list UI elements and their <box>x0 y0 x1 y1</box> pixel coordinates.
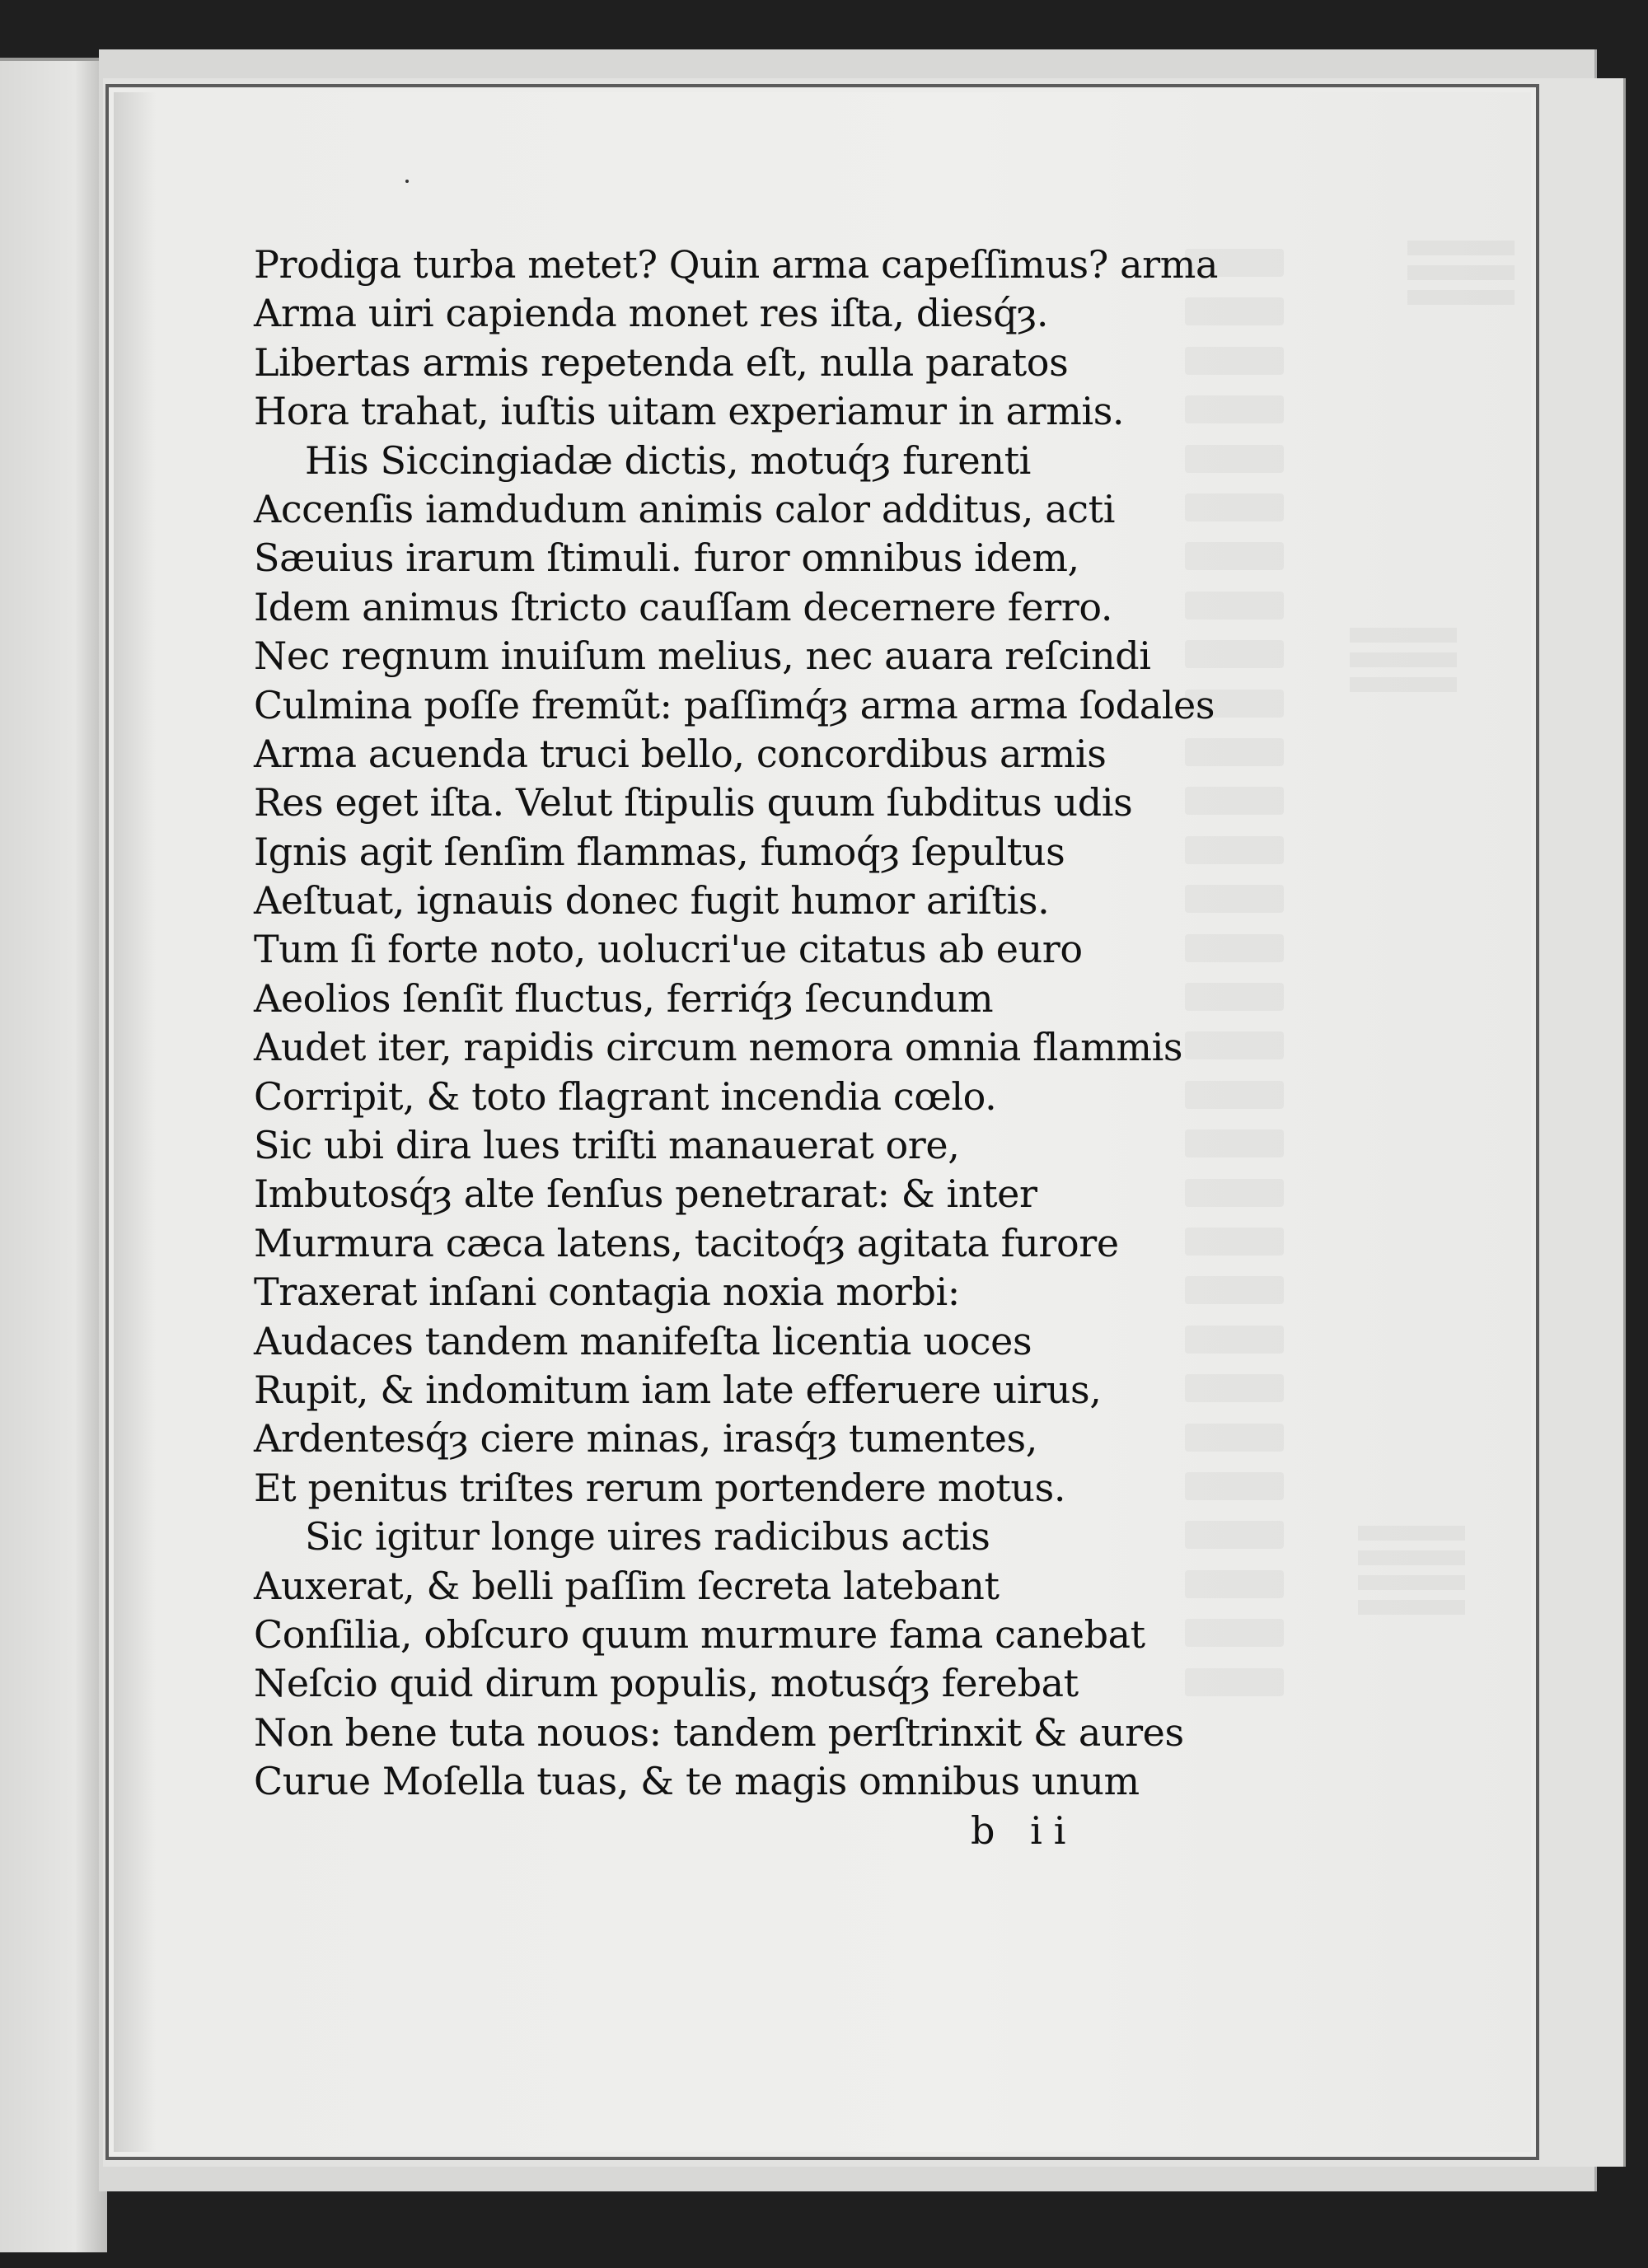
verse-line: Sic igitur longe uires radicibus actis <box>305 1514 990 1560</box>
verse-line: Res eget iſta. Velut ſtipulis quum ſubditus udis <box>254 780 1133 825</box>
verse-line: Non bene tuta nouos: tandem perſtrinxit & aures <box>254 1709 1184 1755</box>
verse-line: Neſcio quid dirum populis, motusq́ȝ ferebat <box>254 1661 1079 1706</box>
verse-line: Sæuius irarum ſtimuli. furor omnibus idem, <box>254 535 1079 581</box>
show-through-margin-line <box>1407 290 1515 305</box>
verse-line: Curue Moſella tuas, & te magis omnibus unum <box>254 1759 1140 1804</box>
verse-line: Aeolios ſenſit fluctus, ferriq́ȝ ſecundum <box>254 975 994 1021</box>
verse-line: Corripit, & toto flagrant incendia cœlo. <box>254 1073 997 1119</box>
verse-line: Arma acuenda truci bello, concordibus armis <box>254 731 1107 776</box>
show-through-margin-line <box>1358 1526 1465 1541</box>
verse-line: Conſilia, obſcuro quum murmure fama canebat <box>254 1611 1145 1657</box>
show-through-margin-line <box>1407 241 1515 255</box>
show-through-margin-line <box>1358 1575 1465 1590</box>
verse-line: Idem animus ſtricto cauſſam decernere ferro. <box>254 584 1113 629</box>
verse-line: Auxerat, & belli paſſim ſecreta latebant <box>254 1563 1000 1608</box>
show-through-margin-line <box>1358 1600 1465 1615</box>
verse-line: Audet iter, rapidis circum nemora omnia flammis <box>254 1025 1183 1070</box>
verse-line: Nec regnum inuiſum melius, nec auara reſcindi <box>254 634 1151 679</box>
verse-line: Et penitus triſtes rerum portendere motus. <box>254 1465 1066 1510</box>
show-through-margin-line <box>1358 1550 1465 1565</box>
verse-line: His Siccingiadæ dictis, motuq́ȝ furenti <box>305 437 1031 483</box>
verse-line: Audaces tandem manifeſta licentia uoces <box>254 1318 1032 1363</box>
verse-line: Aeſtuat, ignauis donec fugit humor ariſtis. <box>254 878 1050 924</box>
verse-line: Arma uiri capienda monet res iſta, diesq́ȝ. <box>254 291 1049 336</box>
verse-line: Ignis agit ſenſim flammas, fumoq́ȝ ſepultus <box>254 829 1065 874</box>
ink-speck <box>405 180 409 183</box>
verse-line: Tum ſi forte noto, uolucri'ue citatus ab euro <box>254 927 1083 972</box>
verse-text-block <box>254 241 1218 1807</box>
verse-line: Sic ubi dira lues triſti manauerat ore, <box>254 1123 960 1168</box>
verse-line: Rupit, & indomitum iam late efferuere uirus, <box>254 1367 1102 1412</box>
left-facing-page-edge <box>0 58 107 2252</box>
verse-line: Ardentesq́ȝ ciere minas, irasq́ȝ tumentes, <box>254 1416 1037 1461</box>
show-through-margin-line <box>1407 265 1515 280</box>
verse-line: Hora trahat, iuſtis uitam experiamur in armis. <box>254 389 1125 434</box>
verse-line: Accenſis iamdudum animis calor additus, acti <box>254 486 1116 531</box>
verse-line: Libertas armis repetenda eſt, nulla paratos <box>254 339 1069 385</box>
show-through-margin-line <box>1350 677 1457 692</box>
show-through-margin-line <box>1350 652 1457 667</box>
show-through-margin-line <box>1350 628 1457 643</box>
signature-mark: b ii <box>971 1808 1078 1853</box>
verse-line: Imbutosq́ȝ alte ſenſus penetrarat: & inter <box>254 1171 1037 1217</box>
verse-line: Culmina poſſe fremũt: paſſimq́ȝ arma arma ſodales <box>254 682 1215 727</box>
verse-line: Murmura cæca latens, tacitoq́ȝ agitata furore <box>254 1220 1119 1265</box>
verse-line: Prodiga turba metet? Quin arma capeſſimus? arma <box>254 242 1218 287</box>
verse-line: Traxerat inſani contagia noxia morbi: <box>254 1270 960 1315</box>
